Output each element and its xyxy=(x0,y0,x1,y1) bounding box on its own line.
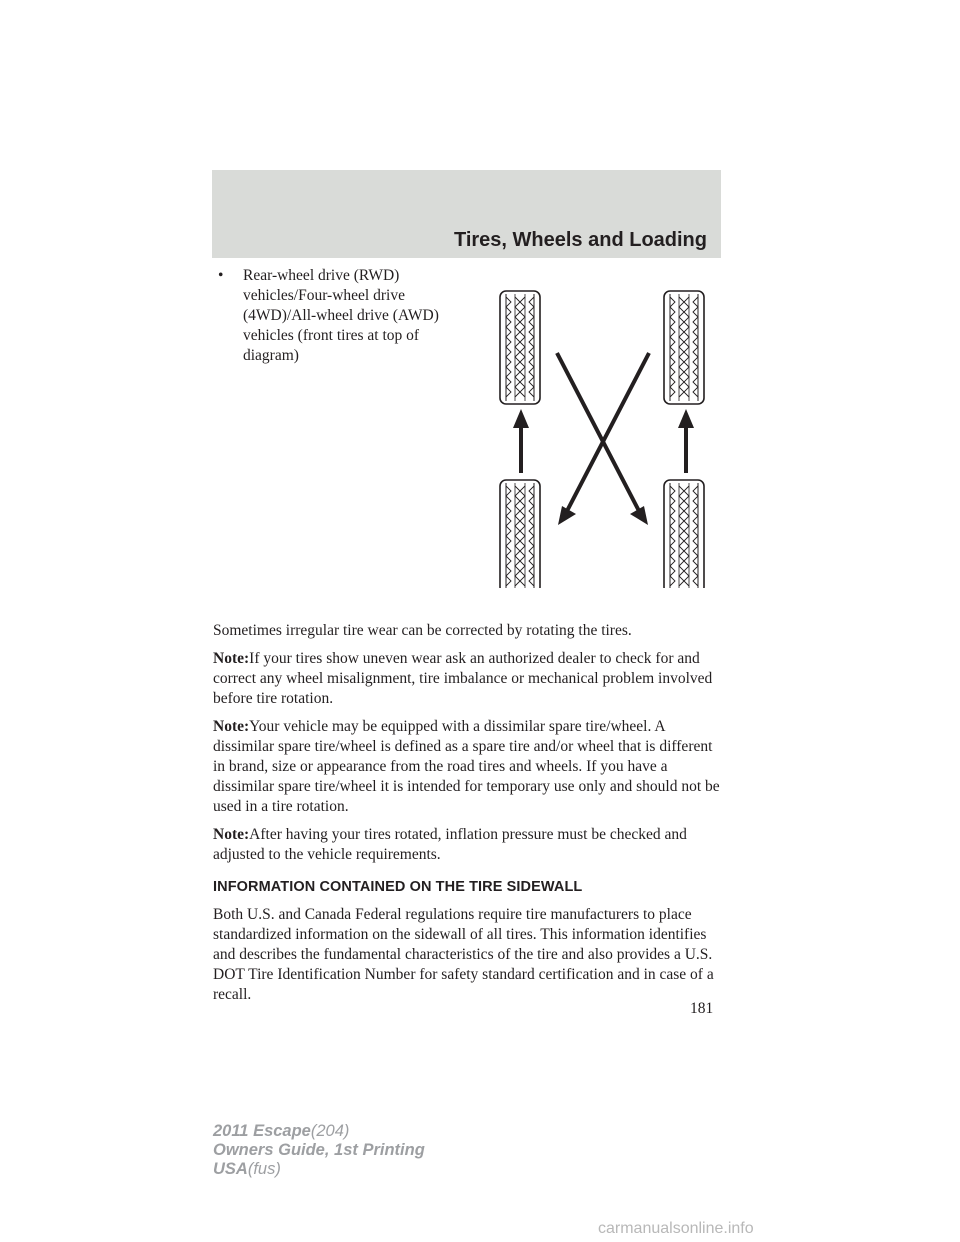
footer-model: 2011 Escape xyxy=(213,1122,311,1140)
bullet-dot: • xyxy=(218,267,224,284)
arrow-rear-left-to-front-left-icon xyxy=(513,409,529,473)
note-label: Note: xyxy=(213,826,250,843)
note-dissimilar-spare-text: Your vehicle may be equipped with a dissimilar spare tire/wheel. A dissimilar spare tire/wheel is defined as a spare tire and/or wheel that is different in brand, size or appearance from the road tires and wheels. If you have a dissimilar spare tire/wheel it is intended for temporary use only and should not be used in a tire rotation. xyxy=(213,718,720,815)
note-dissimilar-spare xyxy=(213,717,723,817)
bullet-text: Rear-wheel drive (RWD) vehicles/Four-wheel drive (4WD)/All-wheel drive (AWD) vehicles (front tires at top of diagram) xyxy=(243,267,439,364)
intro-paragraph: Sometimes irregular tire wear can be corrected by rotating the tires. xyxy=(213,622,632,639)
footer-guide: Owners Guide, 1st Printing xyxy=(213,1141,425,1159)
tire-rear-right-icon xyxy=(664,480,704,588)
note-inflation-text: After having your tires rotated, inflation pressure must be checked and adjusted to the vehicle requirements. xyxy=(213,826,687,863)
tire-rear-left-icon xyxy=(500,480,540,588)
section-title: Tires, Wheels and Loading xyxy=(453,229,707,251)
sidewall-paragraph: Both U.S. and Canada Federal regulations require tire manufacturers to place standardized information on the sidewall of all tires. This information identifies and describes the fundamental characteristics of the tire and also provides a U.S. DOT Tire Identification Number for safety standard certification and in case of a recall. xyxy=(213,906,714,1003)
footer-model-line xyxy=(213,1122,425,1141)
arrow-rear-right-to-front-right-icon xyxy=(678,409,694,473)
tire-front-right-icon xyxy=(664,291,704,404)
footer-market-line xyxy=(213,1160,425,1179)
page-number: 181 xyxy=(690,1000,714,1017)
tire-front-left-icon xyxy=(500,291,540,404)
footer-model-code: (204) xyxy=(310,1122,350,1140)
note-misalignment xyxy=(213,649,723,709)
footer-market: USA xyxy=(213,1160,248,1178)
note-label: Note: xyxy=(213,718,250,735)
bullet-item-rwd xyxy=(218,266,458,366)
body-text xyxy=(213,621,723,1013)
note-inflation xyxy=(213,825,723,865)
sidewall-heading: INFORMATION CONTAINED ON THE TIRE SIDEWALL xyxy=(213,879,583,895)
note-misalignment-text: If your tires show uneven wear ask an authorized dealer to check for and correct any wheel misalignment, tire imbalance or mechanical problem involved before tire rotation. xyxy=(213,650,713,707)
note-label: Note: xyxy=(213,650,250,667)
header-band xyxy=(212,170,721,258)
footer-market-code: (fus) xyxy=(247,1160,281,1178)
watermark: carmanualsonline.info xyxy=(598,1220,754,1237)
footer xyxy=(213,1122,425,1179)
tire-rotation-diagram xyxy=(488,283,718,588)
